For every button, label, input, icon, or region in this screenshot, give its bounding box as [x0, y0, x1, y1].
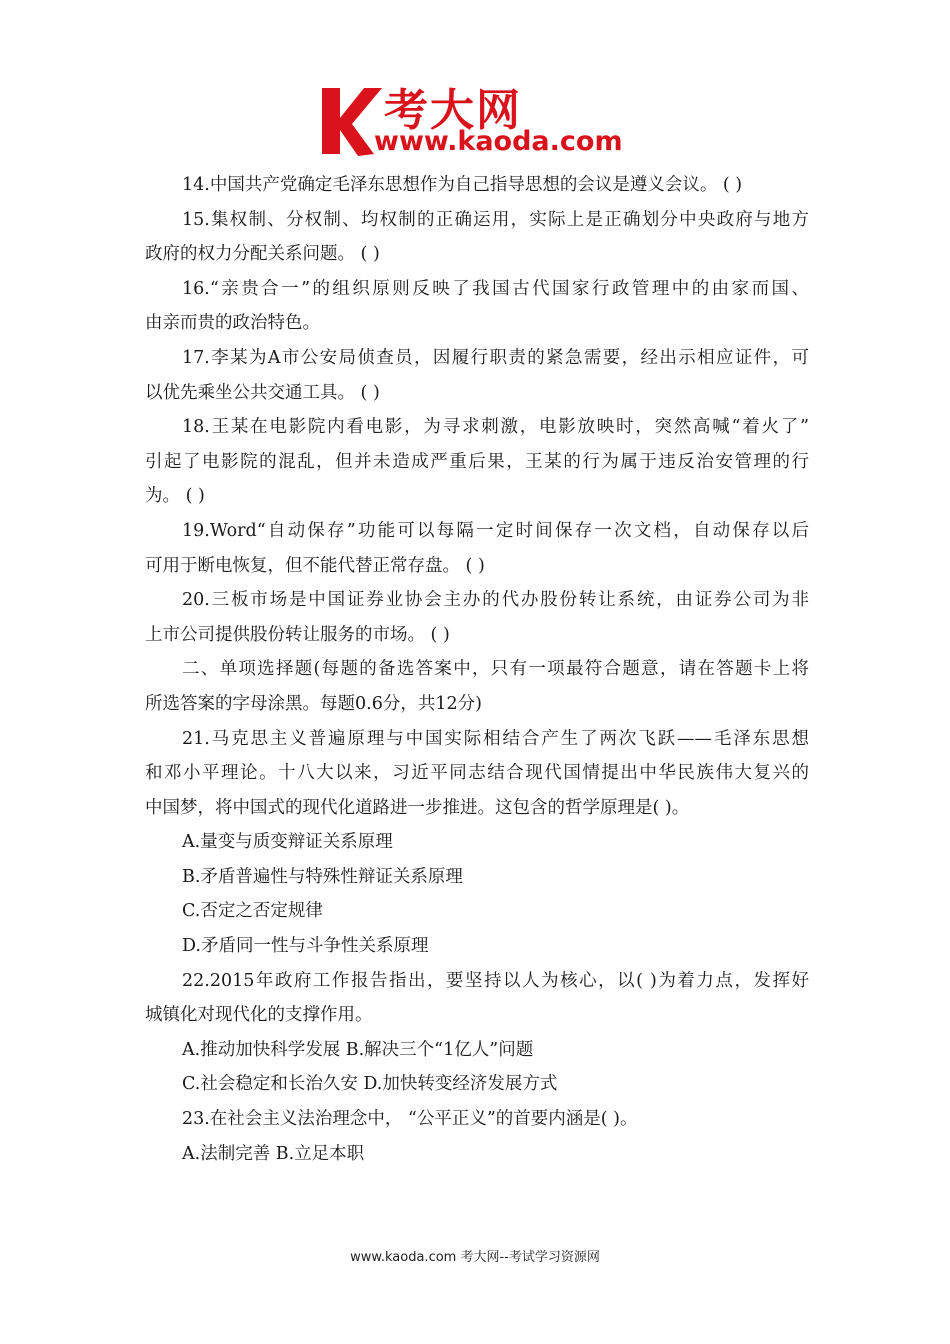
text-line: 城镇化对现代化的支撑作用。: [145, 1005, 373, 1026]
text-line: 由亲而贵的政治特色。: [145, 313, 320, 334]
text-line: 可用于断电恢复，但不能代替正常存盘。 ( ): [145, 555, 485, 576]
text-line: 15.集权制、分权制、均权制的正确运用，实际上是正确划分中央政府与地方: [182, 209, 809, 230]
text-line: 19.Word“自动保存”功能可以每隔一定时间保存一次文档，自动保存以后: [182, 520, 809, 541]
text-line: 21.马克思主义普遍原理与中国实际相结合产生了两次飞跃——毛泽东思想: [182, 728, 809, 749]
text-line: 14.中国共产党确定毛泽东思想作为自己指导思想的会议是遵义会议。 ( ): [182, 175, 743, 195]
kaoda-logo: [318, 78, 638, 162]
text-line: 中国梦，将中国式的现代化道路进一步推进。这包含的哲学原理是( )。: [145, 797, 690, 818]
text-line: B.矛盾普遍性与特殊性辩证关系原理: [182, 866, 463, 887]
text-line: A.法制完善 B.立足本职: [182, 1143, 365, 1164]
text-line: 政府的权力分配关系问题。 ( ): [145, 244, 380, 265]
text-line: 引起了电影院的混乱，但并未造成严重后果，王某的行为属于违反治安管理的行: [145, 451, 809, 472]
logo-url-text: www.kaoda.com: [374, 126, 623, 157]
text-line: 18.王某在电影院内看电影，为寻求刺激，电影放映时，突然高喊“着火了”: [182, 417, 809, 438]
text-line: 所选答案的字母涂黑。每题0.6分，共12分): [145, 693, 482, 714]
document-body: [145, 168, 809, 1171]
text-line: 和邓小平理论。十八大以来，习近平同志结合现代国情提出中华民族伟大复兴的: [145, 763, 809, 784]
text-line: 以优先乘坐公共交通工具。 ( ): [145, 382, 380, 403]
text-line: 二、单项选择题(每题的备选答案中，只有一项最符合题意，请在答题卡上将: [182, 659, 809, 680]
k-logo-icon: [318, 84, 382, 158]
text-line: D.矛盾同一性与斗争性关系原理: [182, 936, 429, 957]
text-line: C.社会稳定和长治久安 D.加快转变经济发展方式: [182, 1074, 558, 1095]
text-line: C.否定之否定规律: [182, 901, 323, 922]
text-line: 17.李某为A市公安局侦查员，因履行职责的紧急需要，经出示相应证件，可: [182, 347, 809, 368]
text-line: 23.在社会主义法治理念中， “公平正义”的首要内涵是( )。: [182, 1109, 638, 1130]
text-line: A.推动加快科学发展 B.解决三个“1亿人”问题: [182, 1039, 534, 1060]
text-line: 16.“亲贵合一”的组织原则反映了我国古代国家行政管理中的由家而国、: [182, 278, 809, 299]
text-line: 上市公司提供股份转让服务的市场。 ( ): [145, 624, 450, 645]
text-line: 20.三板市场是中国证券业协会主办的代办股份转让系统，由证券公司为非: [182, 590, 809, 611]
text-line: A.量变与质变辩证关系原理: [182, 832, 393, 853]
logo-brand-text: 考大网: [384, 85, 522, 136]
page-footer: www.kaoda.com 考大网--考试学习资源网: [350, 1250, 600, 1265]
text-line: 22.2015年政府工作报告指出，要坚持以人为核心，以( )为着力点，发挥好: [182, 970, 809, 991]
text-line: 为。 ( ): [145, 486, 205, 507]
